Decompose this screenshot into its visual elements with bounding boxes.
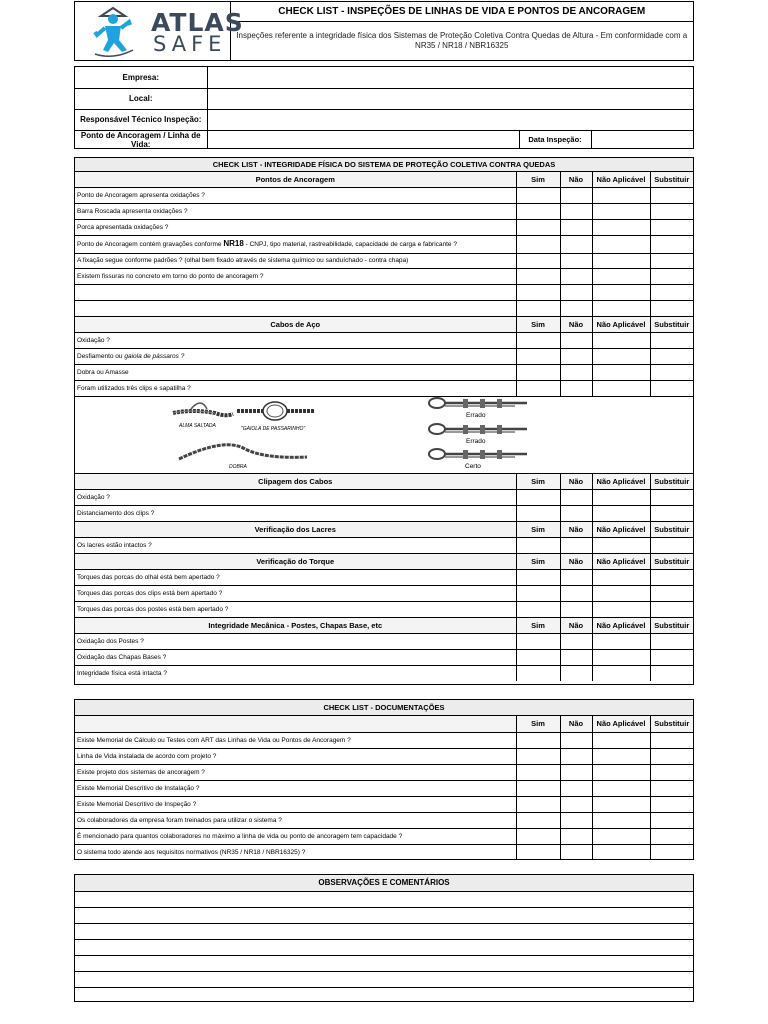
desf-pre: Desfiamento ou — [77, 352, 125, 360]
responsavel-label: Responsável Técnico Inspeção: — [75, 109, 207, 130]
check-substituir[interactable] — [650, 844, 693, 860]
table-row — [75, 665, 693, 681]
col-substituir: Substituir — [650, 521, 693, 537]
check-substituir[interactable] — [650, 812, 693, 828]
check-sim[interactable] — [516, 649, 560, 665]
question-text: Os colaboradores da empresa foram treinados para utilizar o sistema ? — [75, 812, 516, 828]
check-na[interactable] — [592, 380, 650, 396]
table-row — [75, 569, 693, 585]
check-nao[interactable] — [560, 268, 592, 284]
check-substituir[interactable] — [650, 380, 693, 396]
table-row — [75, 732, 693, 748]
check-nao[interactable] — [560, 780, 592, 796]
check-substituir[interactable] — [650, 748, 693, 764]
check-substituir[interactable] — [650, 348, 693, 364]
check-nao[interactable] — [560, 203, 592, 219]
question-text: Integridade física está intacta ? — [75, 665, 516, 681]
check-na[interactable] — [592, 601, 650, 617]
col-nao: Não — [560, 715, 592, 732]
col-nao: Não — [560, 521, 592, 537]
col-nao-aplicavel: Não Aplicável — [592, 553, 650, 569]
gaiola-icon — [237, 402, 315, 420]
dobra-icon — [179, 444, 307, 458]
check-substituir[interactable] — [650, 665, 693, 681]
data-inspecao-label: Data Inspeção: — [519, 130, 591, 149]
check-sim[interactable] — [516, 235, 560, 253]
atlas-safe-logo-icon — [75, 2, 151, 60]
observations-title: OBSERVAÇÕES E COMENTÁRIOS — [75, 875, 693, 891]
check-na[interactable] — [592, 235, 650, 253]
question-text: Dobra ou Amasse — [75, 364, 516, 380]
check-sim[interactable] — [516, 505, 560, 521]
check-nao[interactable] — [560, 828, 592, 844]
check-na[interactable] — [592, 219, 650, 235]
check-sim[interactable] — [516, 219, 560, 235]
section-torque-header: Verificação do Torque — [75, 553, 516, 569]
table-row — [75, 649, 693, 665]
col-nao: Não — [560, 473, 592, 489]
check-na[interactable] — [592, 828, 650, 844]
col-substituir: Substituir — [650, 715, 693, 732]
check-na[interactable] — [592, 732, 650, 748]
check-substituir[interactable] — [650, 649, 693, 665]
check-nao[interactable] — [560, 505, 592, 521]
table-row — [75, 812, 693, 828]
section-mecanica-header: Integridade Mecânica - Postes, Chapas Base, etc — [75, 617, 516, 633]
question-text: Barra Roscada apresenta oxidações ? — [75, 203, 516, 219]
question-text: Oxidação ? — [75, 332, 516, 348]
table-row — [75, 601, 693, 617]
clip-errado-2-icon — [429, 424, 527, 434]
errado-2-label: Errado — [466, 437, 486, 445]
col-nao-aplicavel: Não Aplicável — [592, 715, 650, 732]
check-sim[interactable] — [516, 828, 560, 844]
check-sim[interactable] — [516, 812, 560, 828]
errado-1-label: Errado — [466, 411, 486, 419]
check-nao[interactable] — [560, 187, 592, 203]
check-sim[interactable] — [516, 844, 560, 860]
check-substituir[interactable] — [650, 828, 693, 844]
check-substituir[interactable] — [650, 569, 693, 585]
check-nao[interactable] — [560, 665, 592, 681]
col-substituir: Substituir — [650, 316, 693, 332]
observation-line[interactable] — [75, 891, 693, 907]
logo-text-atlas: ATLAS — [151, 8, 244, 37]
section-cabos-header: Cabos de Aço — [75, 316, 516, 332]
nr18-pre: Ponto de Ancoragem contém gravações conforme — [77, 240, 224, 248]
check-sim[interactable] — [516, 748, 560, 764]
col-nao-aplicavel: Não Aplicável — [592, 316, 650, 332]
question-text: Oxidação das Chapas Bases ? — [75, 649, 516, 665]
observation-line[interactable] — [75, 907, 693, 923]
col-sim: Sim — [516, 715, 560, 732]
documents-title: CHECK LIST - DOCUMENTAÇÕES — [75, 700, 693, 715]
desf-italic: gaiola de pássaros ? — [124, 352, 185, 360]
table-row — [75, 380, 693, 396]
check-na[interactable] — [592, 348, 650, 364]
table-row — [75, 828, 693, 844]
table-row — [75, 764, 693, 780]
check-nao[interactable] — [560, 585, 592, 601]
question-text: Oxidação ? — [75, 489, 516, 505]
table-row — [75, 348, 693, 364]
check-substituir[interactable] — [650, 505, 693, 521]
ponto-linha-field[interactable] — [207, 130, 519, 149]
question-text: Distanciamento dos clips ? — [75, 505, 516, 521]
question-text: Existe Memorial Descritivo de Inspeção ? — [75, 796, 516, 812]
alma-saltada-icon — [173, 403, 233, 415]
check-nao[interactable] — [560, 348, 592, 364]
table-row — [75, 489, 693, 505]
check-sim[interactable] — [516, 585, 560, 601]
header — [74, 1, 694, 61]
observations-section — [74, 874, 694, 1002]
table-row — [75, 364, 693, 380]
check-substituir[interactable] — [650, 537, 693, 553]
check-na[interactable] — [592, 764, 650, 780]
col-sim: Sim — [516, 617, 560, 633]
check-sim[interactable] — [516, 732, 560, 748]
check-nao[interactable] — [560, 633, 592, 649]
table-row — [75, 633, 693, 649]
check-sim[interactable] — [516, 380, 560, 396]
check-substituir[interactable] — [650, 489, 693, 505]
check-sim[interactable] — [516, 569, 560, 585]
logo-text-safe: SAFE — [153, 32, 227, 56]
check-substituir[interactable] — [650, 633, 693, 649]
table-row — [75, 844, 693, 860]
question-text: Ponto de Ancoragem apresenta oxidações ? — [75, 187, 516, 203]
check-sim[interactable] — [516, 665, 560, 681]
check-na[interactable] — [592, 748, 650, 764]
observation-line[interactable] — [75, 939, 693, 955]
table-row — [75, 268, 693, 284]
col-nao-aplicavel: Não Aplicável — [592, 171, 650, 187]
cable-defects-illustration — [75, 397, 693, 473]
check-nao[interactable] — [560, 796, 592, 812]
question-text: Torques das porcas dos postes está bem apertado ? — [75, 601, 516, 617]
table-row — [75, 219, 693, 235]
table-row — [75, 585, 693, 601]
responsavel-field[interactable] — [207, 109, 693, 130]
documents-col-spacer — [75, 715, 516, 732]
observation-line[interactable] — [75, 955, 693, 971]
question-text: Torques das porcas do olhal está bem apertado ? — [75, 569, 516, 585]
check-substituir[interactable] — [650, 364, 693, 380]
check-nao[interactable] — [560, 380, 592, 396]
observation-line[interactable] — [75, 971, 693, 987]
section-lacres-header: Verificação dos Lacres — [75, 521, 516, 537]
gaiola-label: "GAIOLA DE PASSARINHO" — [241, 425, 306, 432]
table-row — [75, 796, 693, 812]
check-na[interactable] — [592, 649, 650, 665]
col-nao: Não — [560, 171, 592, 187]
table-row — [75, 235, 693, 253]
check-nao[interactable] — [560, 649, 592, 665]
check-nao[interactable] — [560, 844, 592, 860]
check-nao[interactable] — [560, 764, 592, 780]
check-nao[interactable] — [560, 601, 592, 617]
col-sim: Sim — [516, 316, 560, 332]
check-substituir[interactable] — [650, 796, 693, 812]
check-na[interactable] — [592, 665, 650, 681]
check-sim[interactable] — [516, 764, 560, 780]
check-substituir[interactable] — [650, 203, 693, 219]
check-na[interactable] — [592, 537, 650, 553]
col-sim: Sim — [516, 521, 560, 537]
check-substituir[interactable] — [650, 235, 693, 253]
empresa-label: Empresa: — [75, 67, 207, 88]
check-na[interactable] — [592, 844, 650, 860]
clip-certo-icon — [429, 449, 527, 459]
check-nao[interactable] — [560, 489, 592, 505]
check-sim[interactable] — [516, 489, 560, 505]
col-sim: Sim — [516, 553, 560, 569]
nr18-post: - CNPJ, tipo material, rastreabilidade, capacidade de carga e fabricante ? — [243, 240, 457, 248]
question-text: O sistema todo atende aos requisitos normativos (NR35 / NR18 / NBR16325) ? — [75, 844, 516, 860]
check-na[interactable] — [592, 780, 650, 796]
check-sim[interactable] — [516, 348, 560, 364]
info-section — [74, 66, 694, 149]
check-sim[interactable] — [516, 633, 560, 649]
question-text: Porca apresentada oxidações ? — [75, 219, 516, 235]
dobra-label: DOBRA — [229, 463, 247, 470]
question-text: Existe Memorial Descritivo de Instalação ? — [75, 780, 516, 796]
check-na[interactable] — [592, 364, 650, 380]
table-row — [75, 332, 693, 348]
section-pontos-header: Pontos de Ancoragem — [75, 171, 516, 187]
question-text: Torques das porcas dos clips está bem apertado ? — [75, 585, 516, 601]
check-nao[interactable] — [560, 253, 592, 268]
check-substituir[interactable] — [650, 268, 693, 284]
col-nao: Não — [560, 553, 592, 569]
col-sim: Sim — [516, 171, 560, 187]
observation-line[interactable] — [75, 987, 693, 1001]
check-substituir[interactable] — [650, 780, 693, 796]
question-text: Foram utilizados três clips e sapatilha ? — [75, 380, 516, 396]
document-title: CHECK LIST - INSPEÇÕES DE LINHAS DE VIDA E PONTOS DE ANCORAGEM — [230, 2, 693, 22]
col-substituir: Substituir — [650, 553, 693, 569]
check-sim[interactable] — [516, 537, 560, 553]
check-na[interactable] — [592, 187, 650, 203]
table-row — [75, 505, 693, 521]
check-substituir[interactable] — [650, 732, 693, 748]
col-substituir: Substituir — [650, 473, 693, 489]
check-na[interactable] — [592, 585, 650, 601]
check-sim[interactable] — [516, 332, 560, 348]
check-na[interactable] — [592, 633, 650, 649]
check-na[interactable] — [592, 203, 650, 219]
question-text: A fixação segue conforme padrões ? (olhal bem fixado através de sistema químico ou sanduíchado - contra chapa) — [75, 253, 516, 268]
col-nao: Não — [560, 617, 592, 633]
documents-checklist — [74, 699, 694, 860]
integrity-title: CHECK LIST - INTEGRIDADE FÍSICA DO SISTEMA DE PROTEÇÃO COLETIVA CONTRA QUEDAS — [75, 158, 693, 171]
check-nao[interactable] — [560, 537, 592, 553]
table-row — [75, 253, 693, 268]
check-sim[interactable] — [516, 187, 560, 203]
check-na[interactable] — [592, 569, 650, 585]
check-sim[interactable] — [516, 796, 560, 812]
certo-label: Certo — [465, 462, 481, 470]
integrity-checklist — [74, 157, 694, 685]
alma-saltada-label: ALMA SALTADA — [179, 422, 216, 429]
check-substituir[interactable] — [650, 601, 693, 617]
local-field[interactable] — [207, 88, 693, 109]
check-nao[interactable] — [560, 219, 592, 235]
check-na[interactable] — [592, 268, 650, 284]
col-substituir: Substituir — [650, 617, 693, 633]
question-text: Oxidação dos Postes ? — [75, 633, 516, 649]
nr18-bold: NR18 — [223, 238, 244, 248]
question-text: Existe Memorial de Cálculo ou Testes com ART das Linhas de Vida ou Pontos de Ancoragem ? — [75, 732, 516, 748]
cable-illustration-row — [75, 396, 693, 473]
check-substituir[interactable] — [650, 332, 693, 348]
check-substituir[interactable] — [650, 253, 693, 268]
check-substituir[interactable] — [650, 219, 693, 235]
local-label: Local: — [75, 88, 207, 109]
check-nao[interactable] — [560, 732, 592, 748]
check-sim[interactable] — [516, 364, 560, 380]
question-text-desfiamento — [75, 348, 516, 364]
question-text: Linha de Vida instalada de acordo com projeto ? — [75, 748, 516, 764]
check-nao[interactable] — [560, 235, 592, 253]
check-sim[interactable] — [516, 601, 560, 617]
check-substituir[interactable] — [650, 764, 693, 780]
empresa-field[interactable] — [207, 67, 693, 88]
document-subtitle: Inspeções referente a integridade física dos Sistemas de Proteção Coletiva Contra Quedas de Altura - Em conformidade com a NR35 / NR18 / NBR16325 — [230, 22, 693, 61]
check-sim[interactable] — [516, 253, 560, 268]
table-row — [75, 284, 693, 300]
table-row — [75, 203, 693, 219]
col-nao-aplicavel: Não Aplicável — [592, 617, 650, 633]
data-inspecao-field[interactable] — [591, 130, 693, 149]
table-row — [75, 748, 693, 764]
question-text: Os lacres estão intactos ? — [75, 537, 516, 553]
logo — [75, 2, 244, 61]
check-nao[interactable] — [560, 569, 592, 585]
check-nao[interactable] — [560, 748, 592, 764]
table-row — [75, 537, 693, 553]
check-na[interactable] — [592, 796, 650, 812]
question-text: Existe projeto dos sistemas de ancoragem ? — [75, 764, 516, 780]
col-nao-aplicavel: Não Aplicável — [592, 473, 650, 489]
col-nao: Não — [560, 316, 592, 332]
table-row — [75, 780, 693, 796]
table-row — [75, 300, 693, 316]
check-nao[interactable] — [560, 332, 592, 348]
check-sim[interactable] — [516, 268, 560, 284]
check-na[interactable] — [592, 253, 650, 268]
clip-errado-1-icon — [429, 398, 527, 408]
check-substituir[interactable] — [650, 187, 693, 203]
col-substituir: Substituir — [650, 171, 693, 187]
col-sim: Sim — [516, 473, 560, 489]
question-text: Existem fissuras no concreto em torno do ponto de ancoragem ? — [75, 268, 516, 284]
table-row — [75, 187, 693, 203]
question-text: É mencionado para quantos colaboradores no máximo a linha de vida ou ponto de ancoragem tem capacidade ? — [75, 828, 516, 844]
ponto-linha-label: Ponto de Ancoragem / Linha de Vida: — [75, 130, 207, 149]
check-sim[interactable] — [516, 203, 560, 219]
check-sim[interactable] — [516, 780, 560, 796]
check-na[interactable] — [592, 812, 650, 828]
observation-line[interactable] — [75, 923, 693, 939]
check-nao[interactable] — [560, 364, 592, 380]
check-substituir[interactable] — [650, 585, 693, 601]
check-na[interactable] — [592, 332, 650, 348]
check-na[interactable] — [592, 489, 650, 505]
check-na[interactable] — [592, 505, 650, 521]
col-nao-aplicavel: Não Aplicável — [592, 521, 650, 537]
check-nao[interactable] — [560, 812, 592, 828]
question-text-nr18 — [75, 235, 516, 253]
section-clipagem-header: Clipagem dos Cabos — [75, 473, 516, 489]
